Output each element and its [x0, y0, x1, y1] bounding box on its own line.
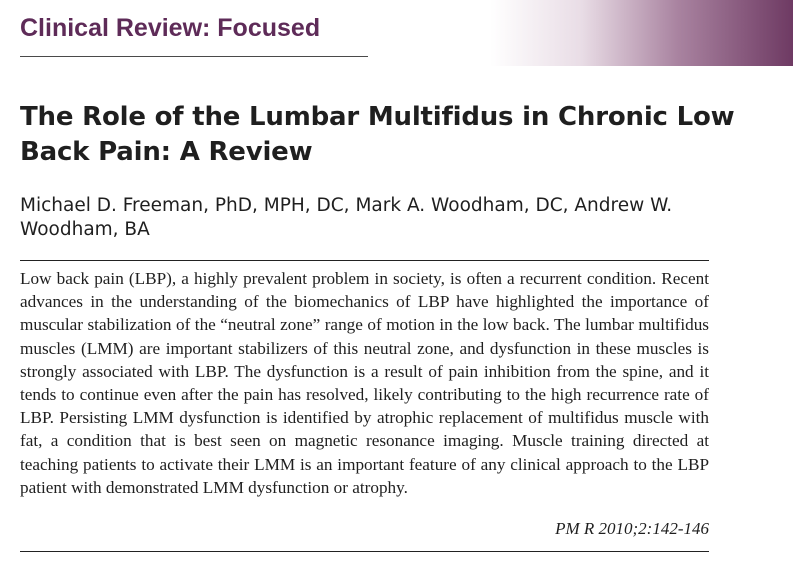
section-label: Clinical Review: Focused — [20, 14, 321, 42]
abstract-bottom-divider — [20, 551, 709, 552]
journal-citation: PM R 2010;2:142-146 — [555, 519, 709, 538]
author-list: Michael D. Freeman, PhD, MPH, DC, Mark A. Woodham, DC, Andrew W. Woodham, BA — [20, 195, 673, 240]
header-gradient-banner — [490, 0, 793, 66]
article-title: The Role of the Lumbar Multifidus in Chronic Low Back Pain: A Review — [20, 102, 735, 167]
abstract-text: Low back pain (LBP), a highly prevalent problem in society, is often a recurrent condition. Recent advances in the understanding of the biomechanics of LBP have highlighted the importance of muscular stabilization of the “neutral zone” range of motion in the low back. The lumbar multifidus muscles (LMM) are important stabilizers of this neutral zone, and dysfunction in these muscles is strongly associated with LBP. The dysfunction is a result of pain inhibition from the spine, and it tends to continue even after the pain has resolved, likely contributing to the high recurrence rate of LBP. Persisting LMM dysfunction is identified by atrophic replacement of multifidus muscle with fat, a condition that is best seen on magnetic resonance imaging. Muscle training directed at teaching patients to activate their LMM is an important feature of any clinical approach to the LBP patient with demonstrated LMM dysfunction or atrophy. — [20, 269, 709, 497]
abstract-top-divider — [20, 260, 709, 261]
section-label-divider — [20, 56, 368, 57]
